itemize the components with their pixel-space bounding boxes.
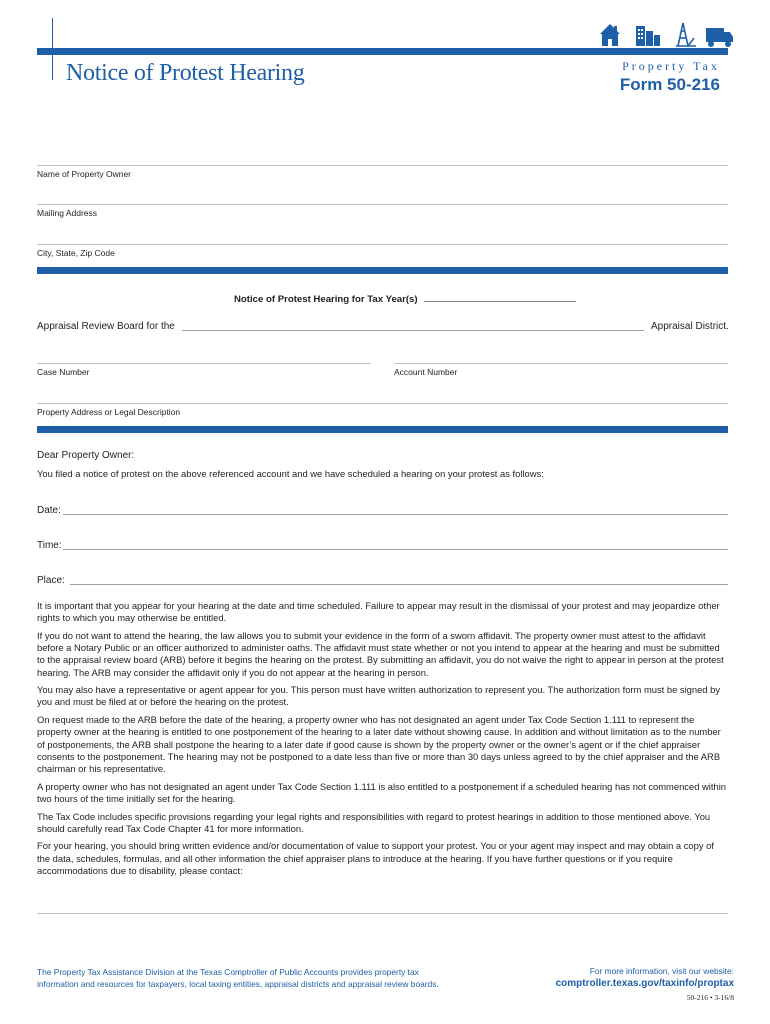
- property-address-label: Property Address or Legal Description: [37, 407, 181, 417]
- form-number: Form 50-216: [619, 75, 720, 94]
- footer-website-link[interactable]: comptroller.texas.gov/taxinfo/proptax: [555, 978, 734, 989]
- footer-left-line2: information and resources for taxpayers, local taxing entities, appraisal districts and appraisal review boards.: [37, 979, 439, 989]
- place-label: Place:: [37, 575, 65, 586]
- paragraph-tax-code: The Tax Code includes specific provisions regarding your legal rights and responsibilities with regard to protest hearings in addition to those mentioned above. You should carefully read Tax Code Chapter 41 for more information.: [37, 810, 711, 834]
- section-divider-2: [37, 426, 728, 433]
- footer-left-line1: The Property Tax Assistance Division at the Texas Comptroller of Public Accounts provides property tax: [37, 967, 419, 977]
- header-bar: [37, 48, 728, 55]
- buildings-icon: [636, 26, 660, 46]
- footer-more-info: For more information, visit our website:: [589, 966, 734, 976]
- board-prefix-label: Appraisal Review Board for the: [37, 321, 175, 332]
- notice-heading-text: Notice of Protest Hearing for Tax Year(s): [234, 294, 418, 305]
- mailing-address-line[interactable]: [37, 204, 728, 205]
- time-field[interactable]: [63, 549, 728, 550]
- tax-year-field[interactable]: [424, 292, 576, 302]
- letter-body: [37, 600, 729, 883]
- owner-name-label: Name of Property Owner: [37, 169, 132, 179]
- truck-icon: [706, 28, 733, 47]
- form-category: Property Tax: [622, 59, 720, 73]
- form-title: Notice of Protest Hearing: [66, 60, 305, 86]
- paragraph-delay-postponement: A property owner who has not designated an agent under Tax Code Section 1.111 is also entitled to a postponement if a scheduled hearing has not commenced within two hours of the time initially set for the hearing.: [37, 780, 726, 804]
- city-state-zip-label: City, State, Zip Code: [37, 248, 115, 258]
- date-label: Date:: [37, 505, 61, 516]
- property-address-line[interactable]: [37, 403, 728, 404]
- house-icon: [600, 24, 620, 46]
- footer-form-code: 50-216 • 3-16/8: [686, 993, 734, 1002]
- oil-derrick-icon: [676, 23, 696, 46]
- paragraph-evidence: For your hearing, you should bring written evidence and/or documentation of value to support your protest. You or your agent may inspect and may obtain a copy of the data, schedules, formulas, and all other information the chief appraiser plans to introduce at the hearing. If you have further questions or if you require accommodations due to disability, please contact:: [37, 840, 714, 876]
- board-suffix-label: Appraisal District.: [651, 321, 729, 332]
- header-icon-strip: [598, 20, 734, 48]
- paragraph-representative: You may also have a representative or agent appear for you. This person must have written authorization to represent you. The authorization form must be signed by you and must be filed at or before the hearing on the protest.: [37, 684, 721, 708]
- notice-heading: [234, 292, 576, 305]
- time-label: Time:: [37, 540, 62, 551]
- contact-line[interactable]: [37, 913, 728, 914]
- section-divider-1: [37, 267, 728, 274]
- account-number-label: Account Number: [394, 367, 458, 377]
- paragraph-appearance: It is important that you appear for your hearing at the date and time scheduled. Failure to appear may result in the dismissal of your protest and may jeopardize other rights to which you may otherwise be entitled.: [37, 600, 720, 624]
- owner-name-line[interactable]: [37, 165, 728, 166]
- footer-left: [37, 966, 439, 990]
- account-number-line[interactable]: [394, 363, 728, 364]
- paragraph-postponement: On request made to the ARB before the date of the hearing, a property owner who has not designated an agent under Tax Code Section 1.111 to represent the property owner at the hearing is entitled to one postponement of the hearing to a later date without showing cause. In addition and without limitation as to the number of postponements, the ARB shall postpone the hearing to a later date if good cause is shown by the property owner or the owner’s agent or if the chief appraiser consents to the postponement. The hearing may not be postponed to a date less than five or more than 30 days unless agreed to by the chief appraiser and the ARB chairman or his representative.: [37, 714, 721, 774]
- mailing-address-label: Mailing Address: [37, 208, 98, 218]
- salutation: Dear Property Owner:: [37, 450, 135, 461]
- appraisal-district-field[interactable]: [182, 330, 644, 331]
- intro-text: You filed a notice of protest on the above referenced account and we have scheduled a hearing on your protest as follows:: [37, 468, 544, 479]
- date-field[interactable]: [63, 514, 728, 515]
- case-number-label: Case Number: [37, 367, 90, 377]
- place-field[interactable]: [70, 584, 728, 585]
- case-number-line[interactable]: [37, 363, 371, 364]
- paragraph-affidavit: If you do not want to attend the hearing, the law allows you to submit your evidence in the form of a sworn affidavit. The property owner must attest to the affidavit before a Notary Public or an officer authorized to administer oaths. The affidavit must state whether or not you intend to appear at the hearing and must be submitted to the appraisal review board (ARB) before it begins the hearing on the protest. By submitting an affidavit, you do not waive the right to appear in person at the protest hearing. The ARB may consider the affidavit only if you do not appear at the hearing in person.: [37, 629, 724, 678]
- city-state-zip-line[interactable]: [37, 244, 728, 245]
